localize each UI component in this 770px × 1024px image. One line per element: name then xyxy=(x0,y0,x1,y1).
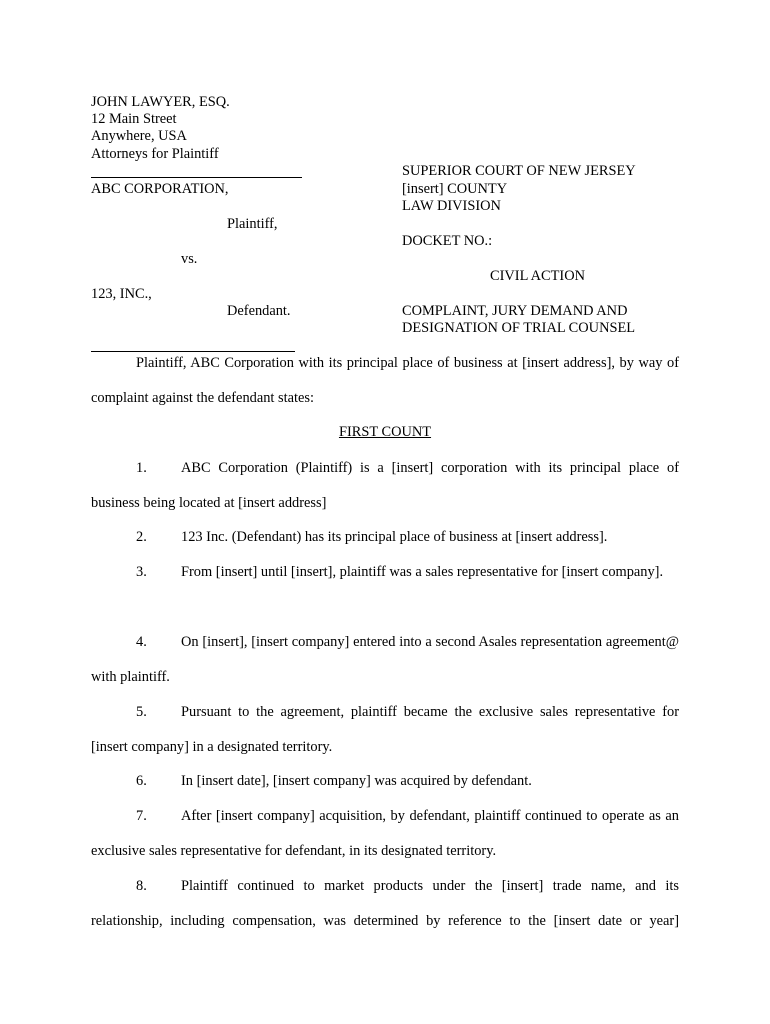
paragraph-number: 5. xyxy=(136,704,147,720)
paragraph-7 xyxy=(91,799,679,869)
paragraph-number: 6. xyxy=(136,773,147,789)
paragraph-text: 123 Inc. (Defendant) has its principal place of business at [insert address]. xyxy=(181,529,608,545)
paragraph-2 xyxy=(91,520,679,555)
paragraph-number: 1. xyxy=(136,460,147,476)
paragraph-text: Pursuant to the agreement, plaintiff became the exclusive sales representative for [insert company] in a designated territory. xyxy=(91,704,679,755)
document-title-line-1: COMPLAINT, JURY DEMAND AND xyxy=(402,303,628,319)
paragraph-8 xyxy=(91,869,679,939)
plaintiff-name: ABC CORPORATION, xyxy=(91,181,229,197)
attorney-name: JOHN LAWYER, ESQ. xyxy=(91,94,230,110)
paragraph-text: ABC Corporation (Plaintiff) is a [insert] corporation with its principal place of business being located at [insert address] xyxy=(91,460,679,511)
paragraph-6 xyxy=(91,764,679,799)
court-division: LAW DIVISION xyxy=(402,198,501,214)
document-title-line-2: DESIGNATION OF TRIAL COUNSEL xyxy=(402,320,636,336)
paragraph-text: In [insert date], [insert company] was acquired by defendant. xyxy=(181,773,532,789)
paragraph-4 xyxy=(91,625,679,695)
defendant-name: 123, INC., xyxy=(91,286,152,302)
paragraph-3 xyxy=(91,555,679,590)
paragraph-text: Plaintiff continued to market products under the [insert] trade name, and its relationship, including compensation, was determined by reference to the [insert date or year] xyxy=(91,878,679,929)
defendant-label: Defendant. xyxy=(227,303,291,319)
docket-number: DOCKET NO.: xyxy=(402,233,493,249)
attorney-city: Anywhere, USA xyxy=(91,128,187,144)
paragraph-number: 8. xyxy=(136,878,147,894)
paragraph-number: 4. xyxy=(136,634,147,650)
paragraph-text: From [insert] until [insert], plaintiff was a sales representative for [insert company]. xyxy=(181,564,664,580)
attorney-role: Attorneys for Plaintiff xyxy=(91,146,219,162)
paragraph-text: On [insert], [insert company] entered into a second Asales representation agreement@ with plaintiff. xyxy=(91,634,679,685)
caption-top-rule xyxy=(91,177,302,178)
court-county: [insert] COUNTY xyxy=(402,181,508,197)
versus-text: vs. xyxy=(181,251,198,267)
paragraph-text: After [insert company] acquisition, by defendant, plaintiff continued to operate as an exclusive sales representative for defendant, in its designated territory. xyxy=(91,808,679,859)
civil-action: CIVIL ACTION xyxy=(490,268,585,284)
paragraph-number: 3. xyxy=(136,564,147,580)
paragraph-number: 2. xyxy=(136,529,147,545)
intro-paragraph: Plaintiff, ABC Corporation with its principal place of business at [insert address], by way of complaint against the defendant states: xyxy=(91,355,679,406)
paragraph-5 xyxy=(91,695,679,765)
first-count-label: FIRST COUNT xyxy=(338,424,432,440)
first-count-heading xyxy=(0,424,770,441)
paragraph-number: 7. xyxy=(136,808,147,824)
attorney-street: 12 Main Street xyxy=(91,111,177,127)
paragraph-1 xyxy=(91,451,679,521)
court-name: SUPERIOR COURT OF NEW JERSEY xyxy=(402,163,636,179)
plaintiff-label: Plaintiff, xyxy=(227,216,278,232)
